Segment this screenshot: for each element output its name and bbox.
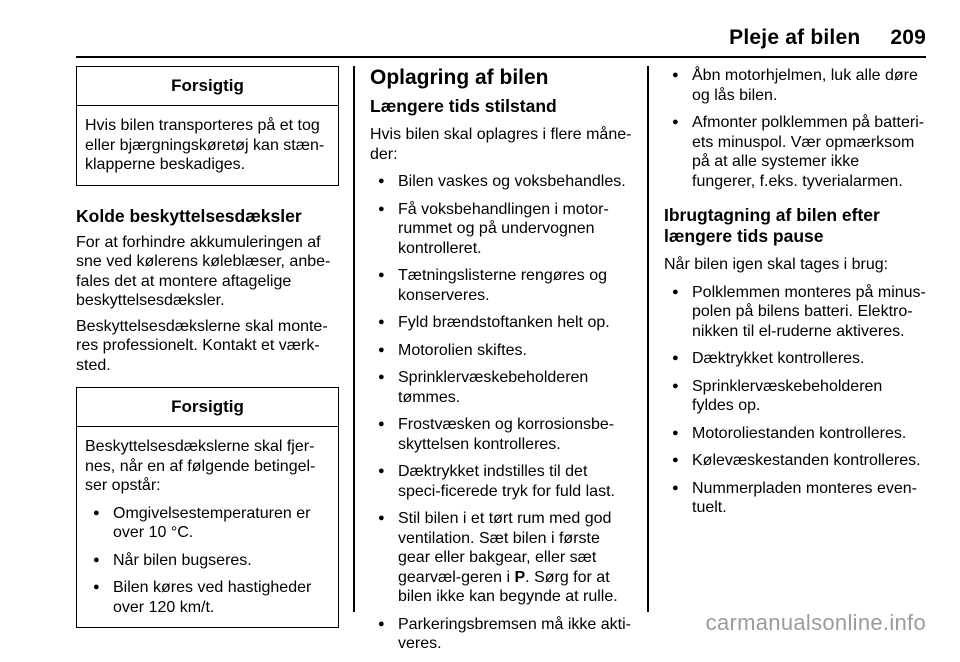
list-item: ● Motoroliestanden kontrolleres.	[664, 424, 926, 444]
paragraph: Beskyttelsesdækslerne skal monte-res professionelt. Kontakt et værk-sted.	[76, 317, 328, 374]
left-column	[76, 66, 339, 628]
list-item: ● Polklemmen monteres på minus-polen på bilens batteri. Elektro-nikken til el-ruderne aktiveres.	[664, 283, 926, 342]
list-item: ● Parkeringsbremsen må ikke akti-veres.	[370, 615, 633, 654]
list-item: ● Åbn motorhjelmen, luk alle døre og lås bilen.	[664, 66, 926, 105]
caution-box-covers	[76, 387, 339, 628]
chapter-title: Pleje af bilen	[729, 26, 861, 49]
gear-position-p: P	[514, 568, 526, 586]
section-title-storage: Oplagring af bilen	[370, 66, 549, 89]
subheading-recommissioning: Ibrugtagning af bilen efter længere tids pause	[664, 205, 880, 246]
caution-box-transport	[76, 66, 339, 186]
list-item: ● Dæktrykket kontrolleres.	[664, 349, 926, 369]
list-item: ● Kølevæskestanden kontrolleres.	[664, 451, 926, 471]
list-item-text: . Sørg for at bilen ikke kan begynde at rulle.	[398, 568, 618, 605]
list-item: ● Fyld brændstoftanken helt op.	[370, 313, 633, 333]
right-column	[664, 66, 926, 526]
list-item: ● Motorolien skiftes.	[370, 341, 633, 361]
subheading-long-standstill: Længere tids stilstand	[370, 96, 557, 116]
caution-text: Hvis bilen transporteres på et tog eller bjærgningskøretøj kan stæn-klapperne beskadiges.	[85, 117, 325, 173]
caution-title: Forsigtig	[77, 388, 338, 427]
list-item: ● Afmonter polklemmen på batteri-ets minuspol. Vær opmærksom på at alle systemer ikke fungerer, f.eks. tyverialarmen.	[664, 113, 926, 191]
intro-text: Hvis bilen skal oplagres i flere måne-der:	[370, 126, 632, 163]
middle-column	[370, 66, 633, 662]
watermark: carmanualsonline.info	[705, 610, 926, 635]
intro-text: Når bilen igen skal tages i brug:	[664, 256, 889, 273]
list-item	[370, 509, 633, 607]
list-item-text: Stil bilen i et tørt rum med god ventilation. Sæt bilen i første gear eller bakgear, eller sæt gearvæl-geren i	[398, 510, 612, 586]
page-number: 209	[890, 26, 926, 49]
storage-list	[370, 172, 633, 654]
recommissioning-list	[664, 283, 926, 518]
list-item: ● Dæktrykket indstilles til det speci-ficerede tryk for fuld last.	[370, 462, 633, 501]
page-header	[729, 26, 926, 50]
section-heading-cold-covers: Kolde beskyttelsesdæksler	[76, 205, 302, 226]
column-divider-2	[647, 66, 649, 612]
list-item: ● Sprinklervæskebeholderen tømmes.	[370, 368, 633, 407]
list-item: ● Få voksbehandlingen i motor-rummet og på undervognen kontrolleret.	[370, 200, 633, 259]
list-item: ● Når bilen bugseres.	[85, 551, 330, 571]
column-divider-1	[353, 66, 355, 612]
caution-list	[85, 504, 330, 618]
header-rule	[76, 56, 926, 58]
storage-list-continued	[664, 66, 926, 191]
list-item: ● Omgivelsestemperaturen er over 10 °C.	[85, 504, 330, 543]
list-item: ● Tætningslisterne rengøres og konserveres.	[370, 266, 633, 305]
list-item: ● Bilen vaskes og voksbehandles.	[370, 172, 633, 192]
caution-text: Beskyttelsesdækslerne skal fjer-nes, når en af følgende betingel-ser opstår:	[85, 438, 316, 494]
caution-title: Forsigtig	[77, 67, 338, 106]
list-item: ● Bilen køres ved hastigheder over 120 km/t.	[85, 578, 330, 617]
paragraph: For at forhindre akkumuleringen af sne ved kølerens køleblæser, anbe-fales det at montere aftagelige beskyttelsesdæksler.	[76, 233, 331, 309]
list-item: ● Sprinklervæskebeholderen fyldes op.	[664, 377, 926, 416]
list-item: ● Nummerpladen monteres even-tuelt.	[664, 479, 926, 518]
list-item: ● Frostvæsken og korrosionsbe-skyttelsen kontrolleres.	[370, 415, 633, 454]
